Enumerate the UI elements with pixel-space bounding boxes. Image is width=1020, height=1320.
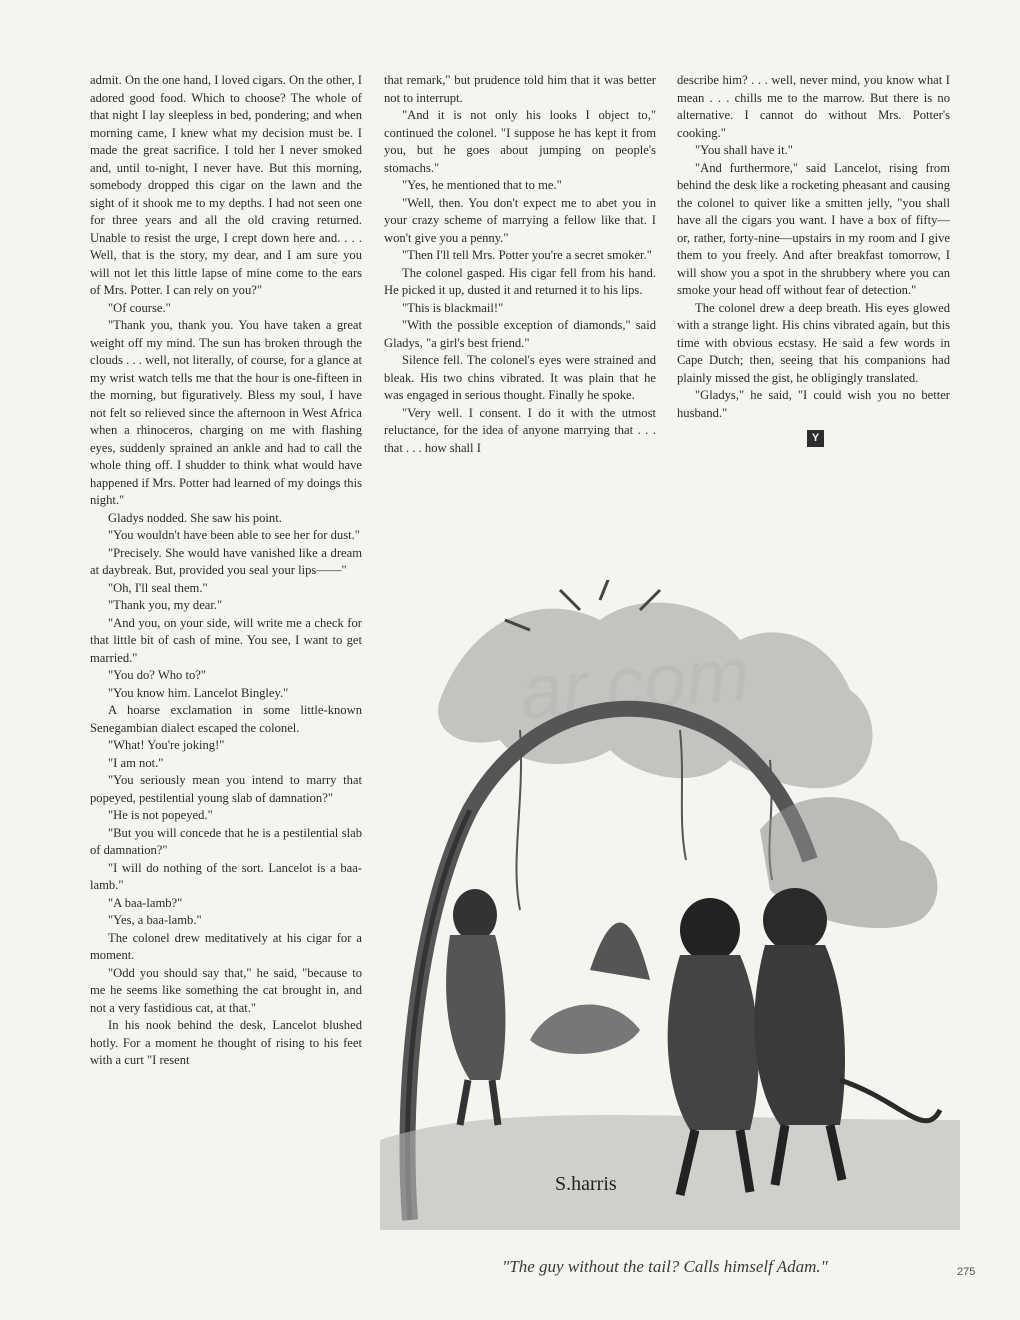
text-column-1	[90, 72, 362, 1070]
column1-paragraph: "Thank you, my dear."	[108, 598, 223, 612]
column1-paragraph: admit. On the one hand, I loved cigars. On the other, I adored good food. Which to choose? The whole of that night I lay sleepless in bed, pondering; and when morning came, I knew what my decision must be. I made the great sacrifice. I told her I never smoked and, until to-night, I never have. But this morning, somebody dropped this cigar on the lawn and the sight of it shook me to my depths. I had not seen one for three years and all the old craving returned. Unable to resist the urge, I crept down here and. . . . Well, that is the story, my dear, and I am sure you will not let this little lapse of mine come to the ears of Mrs. Potter. I can rely on you?"	[90, 73, 362, 297]
column2-paragraph: "Well, then. You don't expect me to abet you in your crazy scheme of marrying a fellow like that. I won't give you a penny."	[384, 195, 656, 245]
text-column-3	[677, 72, 950, 447]
column1-paragraph: "You seriously mean you intend to marry that popeyed, pestilential young slab of damnation?"	[90, 773, 362, 805]
column1-paragraph: "Yes, a baa-lamb."	[108, 913, 202, 927]
column1-paragraph: "He is not popeyed."	[108, 808, 213, 822]
column1-paragraph: "You know him. Lancelot Bingley."	[108, 685, 289, 700]
column2-paragraph: "And it is not only his looks I object to," continued the colonel. "I suppose he has kept it from you, but he goes about jumping on people's stomachs."	[384, 108, 656, 175]
column3-paragraph: "Gladys," he said, "I could wish you no better husband."	[677, 388, 950, 420]
column3-paragraph: describe him? . . . well, never mind, you know what I mean . . . chills me to the marrow. But there is no alternative. I cannot do without Mrs. Potter's cooking."	[677, 73, 950, 140]
column1-paragraph: "You wouldn't have been able to see her for dust."	[108, 528, 360, 542]
column2-paragraph: "This is blackmail!"	[402, 300, 504, 315]
column2-paragraph: "Very well. I consent. I do it with the utmost reluctance, for the idea of anyone marrying that . . . that . . . how shall I	[384, 405, 656, 455]
column1-paragraph: In his nook behind the desk, Lancelot blushed hotly. For a moment he thought of rising to his feet with a curt "I resent	[90, 1018, 362, 1067]
column1-paragraph: "I will do nothing of the sort. Lancelot is a baa-lamb."	[90, 860, 362, 892]
column1-paragraph: The colonel drew meditatively at his cigar for a moment.	[90, 930, 362, 962]
column1-paragraph: "Oh, I'll seal them."	[108, 580, 208, 595]
column1-paragraph: "I am not."	[108, 755, 164, 770]
cartoon-caption: "The guy without the tail? Calls himself Adam."	[502, 1257, 828, 1276]
text-column-2	[384, 72, 656, 457]
column2-paragraph: that remark," but prudence told him that it was better not to interrupt.	[384, 73, 656, 105]
column1-paragraph: "But you will concede that he is a pestilential slab of damnation?"	[90, 825, 362, 857]
column3-paragraph: "You shall have it."	[695, 143, 793, 157]
column1-paragraph: "And you, on your side, will write me a check for that little bit of cash of mine. You see, I want to get married."	[90, 615, 362, 665]
column2-paragraph: The colonel gasped. His cigar fell from his hand. He picked it up, dusted it and returned it to his lips.	[384, 265, 656, 297]
column2-paragraph: "With the possible exception of diamonds," said Gladys, "a girl's best friend."	[384, 318, 656, 350]
column1-paragraph: "A baa-lamb?"	[108, 895, 183, 910]
column3-paragraph: "And furthermore," said Lancelot, rising from behind the desk like a rocketing pheasant and causing the colonel to quiver like a smitten jelly, "you shall have all the cigars you want. I have a box of fifty—or, rather, forty-nine—upstairs in my room and I give them to you freely. And after breakfast tomorrow, I will show you a spot in the shrubbery where you can smoke your head off without fear of detection."	[677, 160, 950, 297]
column1-paragraph: "Of course."	[108, 300, 171, 315]
column1-paragraph: "What! You're joking!"	[108, 738, 225, 752]
column1-paragraph: "Odd you should say that," he said, "because to me he seems like something the cat brought in, and not a very fastidious cat, at that."	[90, 965, 362, 1015]
page-number: 275	[957, 1266, 976, 1278]
column2-paragraph: "Yes, he mentioned that to me."	[402, 178, 562, 192]
cartoon-signature: S.harris	[555, 1173, 617, 1195]
column2-paragraph: "Then I'll tell Mrs. Potter you're a secret smoker."	[402, 248, 652, 262]
cartoon-illustration	[380, 580, 960, 1230]
column1-paragraph: A hoarse exclamation in some little-known Senegambian dialect escaped the colonel.	[90, 703, 362, 735]
end-mark-icon: Y	[807, 430, 824, 447]
column2-paragraph: Silence fell. The colonel's eyes were strained and bleak. His two chins vibrated. It was plain that he was engaged in serious thought. Finally he spoke.	[384, 353, 656, 402]
column3-paragraph: The colonel drew a deep breath. His eyes glowed with a strange light. His chins vibrated again, but this time with obvious ecstasy. He said a few words in Cape Dutch; then, seeing that his companions had plainly missed the gist, he obligingly translated.	[677, 300, 950, 385]
column1-paragraph: "You do? Who to?"	[108, 668, 206, 682]
column1-paragraph: "Precisely. She would have vanished like a dream at daybreak. But, provided you seal your lips——"	[90, 545, 362, 577]
column1-paragraph: "Thank you, thank you. You have taken a great weight off my mind. The sun has broken through the clouds . . . well, not literally, of course, for a glance at my wrist watch tells me that the hour is one-fifteen in the morning, but figuratively. Bless my soul, I have not felt so relieved since the afternoon in West Africa when a rhinoceros, charging on me with flashing eyes, suddenly sprained an ankle and had to call the whole thing off. I shudder to think what would have happened if Mrs. Potter had learned of my doings this night."	[90, 318, 362, 507]
column1-paragraph: Gladys nodded. She saw his point.	[108, 510, 282, 525]
